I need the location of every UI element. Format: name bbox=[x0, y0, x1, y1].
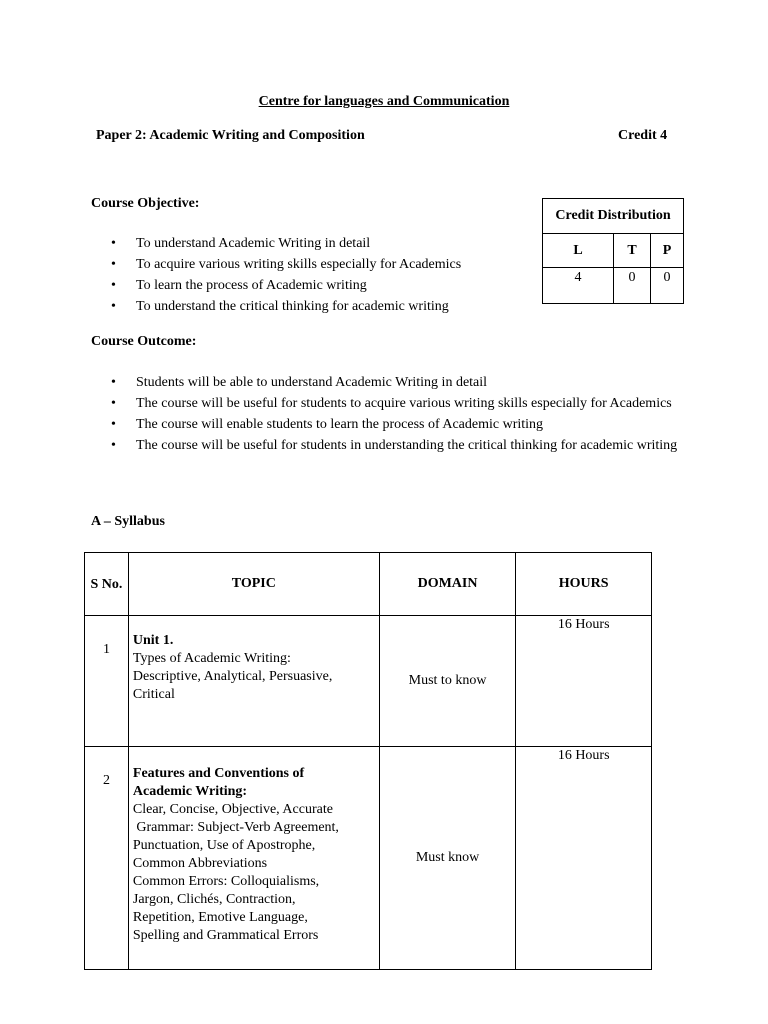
topic-line: Grammar: Subject-Verb Agreement, bbox=[132, 820, 339, 835]
syllabus-table bbox=[84, 552, 652, 970]
centre-title-text: Centre for languages and Communication bbox=[258, 94, 510, 109]
credit-value-l: 4 bbox=[543, 268, 614, 304]
list-item: • The course will enable students to learn the process of Academic writing bbox=[111, 414, 681, 435]
topic-title: Features and Conventions of bbox=[132, 766, 305, 781]
list-item: • To understand the critical thinking for academic writing bbox=[111, 296, 521, 317]
credit-col-p: P bbox=[651, 234, 684, 268]
table-row bbox=[85, 747, 652, 970]
course-objective-list bbox=[111, 233, 521, 317]
topic-line: Critical bbox=[132, 687, 175, 702]
credit-col-t: T bbox=[614, 234, 651, 268]
topic-line: Descriptive, Analytical, Persuasive, bbox=[132, 669, 333, 684]
row-topic bbox=[128, 616, 379, 747]
list-item: • The course will be useful for students in understanding the critical thinking for academic writing bbox=[111, 435, 681, 456]
course-objective-heading: Course Objective: bbox=[91, 196, 200, 211]
topic-line: Repetition, Emotive Language, bbox=[132, 910, 308, 925]
credit-value-t: 0 bbox=[614, 268, 651, 304]
row-topic bbox=[128, 747, 379, 970]
credit-col-l: L bbox=[543, 234, 614, 268]
row-domain: Must to know bbox=[379, 616, 516, 747]
row-hours: 16 Hours bbox=[516, 616, 652, 747]
credit-label: Credit 4 bbox=[618, 128, 668, 143]
column-header-hours: HOURS bbox=[516, 553, 652, 616]
credit-distribution-heading: Credit Distribution bbox=[543, 199, 684, 234]
column-header-sno: S No. bbox=[85, 553, 129, 616]
topic-line: Jargon, Clichés, Contraction, bbox=[132, 892, 296, 907]
syllabus-heading: A – Syllabus bbox=[91, 514, 165, 529]
table-row bbox=[85, 616, 652, 747]
topic-line: Types of Academic Writing: bbox=[132, 651, 291, 666]
list-item: • To understand Academic Writing in detail bbox=[111, 233, 521, 254]
list-item: • Students will be able to understand Academic Writing in detail bbox=[111, 372, 681, 393]
credit-distribution-table bbox=[542, 198, 684, 304]
list-item: • The course will be useful for students to acquire various writing skills especially for Academics bbox=[111, 393, 681, 414]
column-header-topic: TOPIC bbox=[128, 553, 379, 616]
course-outcome-list bbox=[111, 372, 681, 456]
topic-line: Clear, Concise, Objective, Accurate bbox=[132, 802, 333, 817]
topic-line: Common Abbreviations bbox=[132, 856, 268, 871]
row-hours: 16 Hours bbox=[516, 747, 652, 970]
row-domain: Must know bbox=[379, 747, 516, 970]
credit-value-p: 0 bbox=[651, 268, 684, 304]
topic-title: Unit 1. bbox=[132, 633, 174, 648]
list-item: • To learn the process of Academic writing bbox=[111, 275, 521, 296]
topic-line: Spelling and Grammatical Errors bbox=[132, 928, 319, 943]
topic-line: Punctuation, Use of Apostrophe, bbox=[132, 838, 316, 853]
paper-title: Paper 2: Academic Writing and Composition bbox=[96, 128, 365, 143]
page-title bbox=[0, 94, 768, 110]
row-sno: 2 bbox=[85, 747, 129, 970]
row-sno: 1 bbox=[85, 616, 129, 747]
list-item: • To acquire various writing skills especially for Academics bbox=[111, 254, 521, 275]
column-header-domain: DOMAIN bbox=[379, 553, 516, 616]
topic-title: Academic Writing: bbox=[132, 784, 248, 799]
topic-line: Common Errors: Colloquialisms, bbox=[132, 874, 320, 889]
course-outcome-heading: Course Outcome: bbox=[91, 334, 197, 349]
